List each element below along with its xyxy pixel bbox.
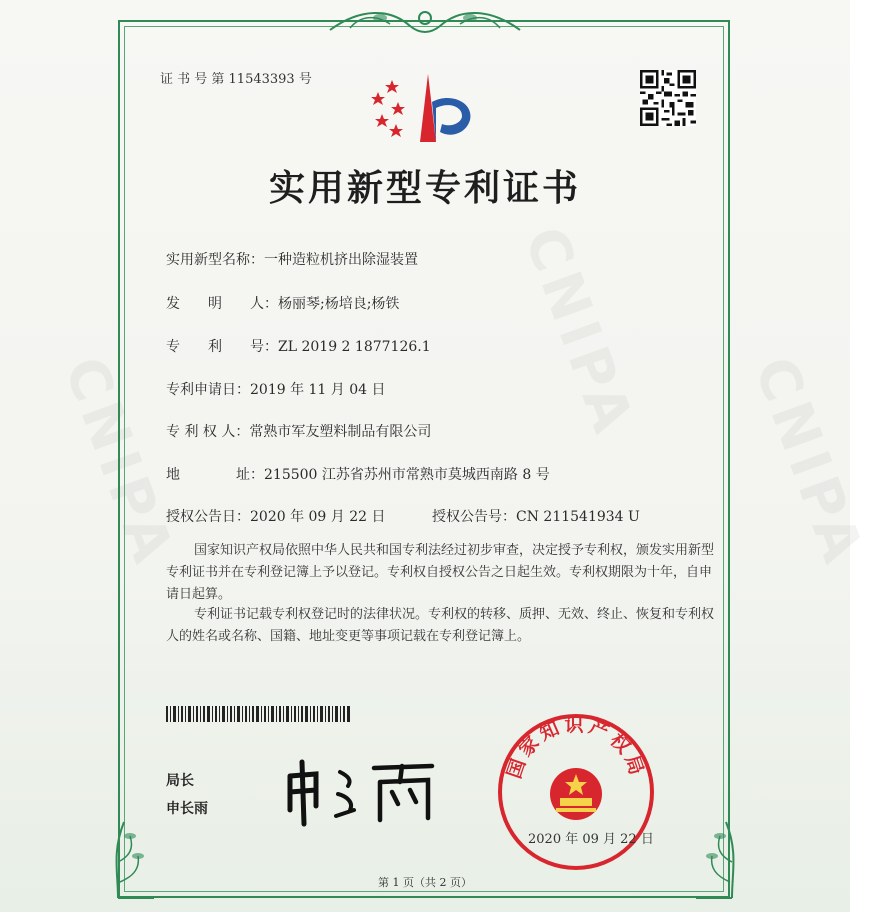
- field-grant-date: [166, 506, 386, 526]
- certificate-number: 证 书 号 第 11543393 号: [160, 72, 312, 87]
- field-value: ZL 2019 2 1877126.1: [278, 339, 431, 355]
- watermark: CNIPA: [51, 348, 187, 577]
- cnipa-logo: [370, 72, 480, 152]
- field-value: 常熟市军友塑料制品有限公司: [249, 424, 432, 440]
- field-patentee: [166, 421, 431, 441]
- field-grant-number: [432, 506, 640, 526]
- field-label: 专利申请日：: [166, 382, 250, 398]
- field-label: 专 利 权 人：: [166, 424, 250, 440]
- director-name: 申长雨: [166, 801, 208, 817]
- page-footer: 第 1 页（共 2 页）: [378, 876, 472, 889]
- statement-paragraph: 国家知识产权局依照中华人民共和国专利法经过初步审查，决定授予专利权，颁发实用新型专利证书并在专利登记簿上予以登记。专利权自授权公告之日起生效。专利权期限为十年，自申请日起算。: [166, 543, 715, 602]
- field-label: 专 利 号：: [166, 339, 278, 355]
- field-label: 地 址：: [166, 467, 264, 483]
- statement-paragraph: 专利证书记载专利权登记时的法律状况。专利权的转移、质押、无效、终止、恢复和专利权人的姓名或名称、国籍、地址变更等事项记载在专利登记簿上。: [166, 607, 715, 644]
- field-label: 授权公告号：: [432, 509, 516, 525]
- barcode: [166, 706, 350, 722]
- director-signature: [282, 758, 442, 828]
- field-value: 杨丽琴;杨培良;杨铁: [278, 296, 400, 312]
- director-title: 局长: [166, 773, 194, 789]
- field-value: CN 211541934 U: [516, 509, 640, 525]
- field-filing-date: [166, 379, 386, 399]
- field-value: 215500 江苏省苏州市常熟市莫城西南路 8 号: [264, 467, 550, 483]
- watermark: CNIPA: [741, 348, 877, 577]
- field-value: 一种造粒机挤出除湿装置: [264, 252, 418, 268]
- field-label: 发 明 人：: [166, 296, 278, 312]
- field-address: [166, 464, 550, 484]
- field-label: 实用新型名称：: [166, 252, 264, 268]
- svg-text:国家知识产权局: 国家知识产权局: [503, 714, 649, 782]
- official-seal: [496, 712, 656, 872]
- field-patent-number: [166, 336, 431, 356]
- field-inventor: [166, 293, 399, 313]
- watermark: CNIPA: [511, 218, 647, 447]
- seal-date: 2020 年 09 月 22 日: [528, 832, 654, 847]
- certificate-title: 实用新型专利证书: [268, 167, 581, 209]
- field-utility-model-name: [166, 249, 418, 269]
- field-value: 2020 年 09 月 22 日: [250, 509, 386, 525]
- field-label: 授权公告日：: [166, 509, 250, 525]
- field-value: 2019 年 11 月 04 日: [250, 382, 386, 398]
- qr-code: [640, 70, 696, 126]
- top-ornament: [320, 4, 530, 40]
